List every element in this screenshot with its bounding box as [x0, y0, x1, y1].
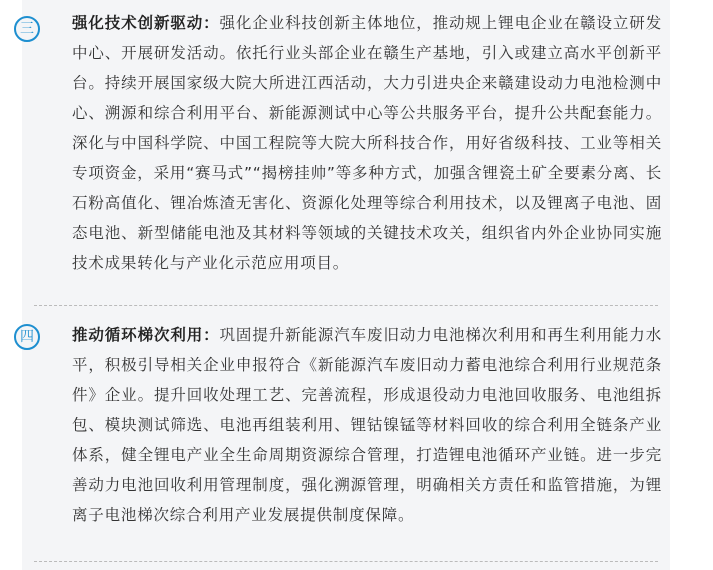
section-number-badge: 四: [14, 324, 40, 350]
dashed-divider: [34, 305, 658, 306]
section-paragraph: [72, 320, 662, 530]
dashed-divider: [34, 561, 658, 562]
section-heading: 推动循环梯次利用：: [72, 326, 220, 344]
section-body: 强化企业科技创新主体地位，推动规上锂电企业在赣设立研发中心、开展研发活动。依托行业头部企业在赣生产基地，引入或建立高水平创新平台。持续开展国家级大院大所进江西活动，大力引进央企来赣建设动力电池检测中心、溯源和综合利用平台、新能源测试中心等公共服务平台，提升公共配套能力。深化与中国科学院、中国工程院等大院大所科技合作，用好省级科技、工业等相关专项资金，采用“赛马式”“揭榜挂帅”等多种方式，加强含锂瓷土矿全要素分离、长石粉高值化、锂冶炼渣无害化、资源化处理等综合利用技术，以及锂离子电池、固态电池、新型储能电池及其材料等领域的关键技术攻关，组织省内外企业协同实施技术成果转化与产业化示范应用项目。: [72, 14, 663, 272]
section-number-badge: 三: [14, 16, 40, 42]
section-body: 巩固提升新能源汽车废旧动力电池梯次利用和再生利用能力水平，积极引导相关企业申报符合《新能源汽车废旧动力蓄电池综合利用行业规范条件》企业。提升回收处理工艺、完善流程，形成退役动力电池回收服务、电池组拆包、模块测试筛选、电池再组装利用、锂钴镍锰等材料回收的综合利用全链条产业体系，健全锂电产业全生命周期资源综合管理，打造锂电池循环产业链。进一步完善动力电池回收利用管理制度，强化溯源管理，明确相关方责任和监管措施，为锂离子电池梯次综合利用产业发展提供制度保障。: [72, 326, 663, 524]
section-heading: 强化技术创新驱动：: [72, 14, 220, 32]
section-paragraph: [72, 8, 662, 278]
